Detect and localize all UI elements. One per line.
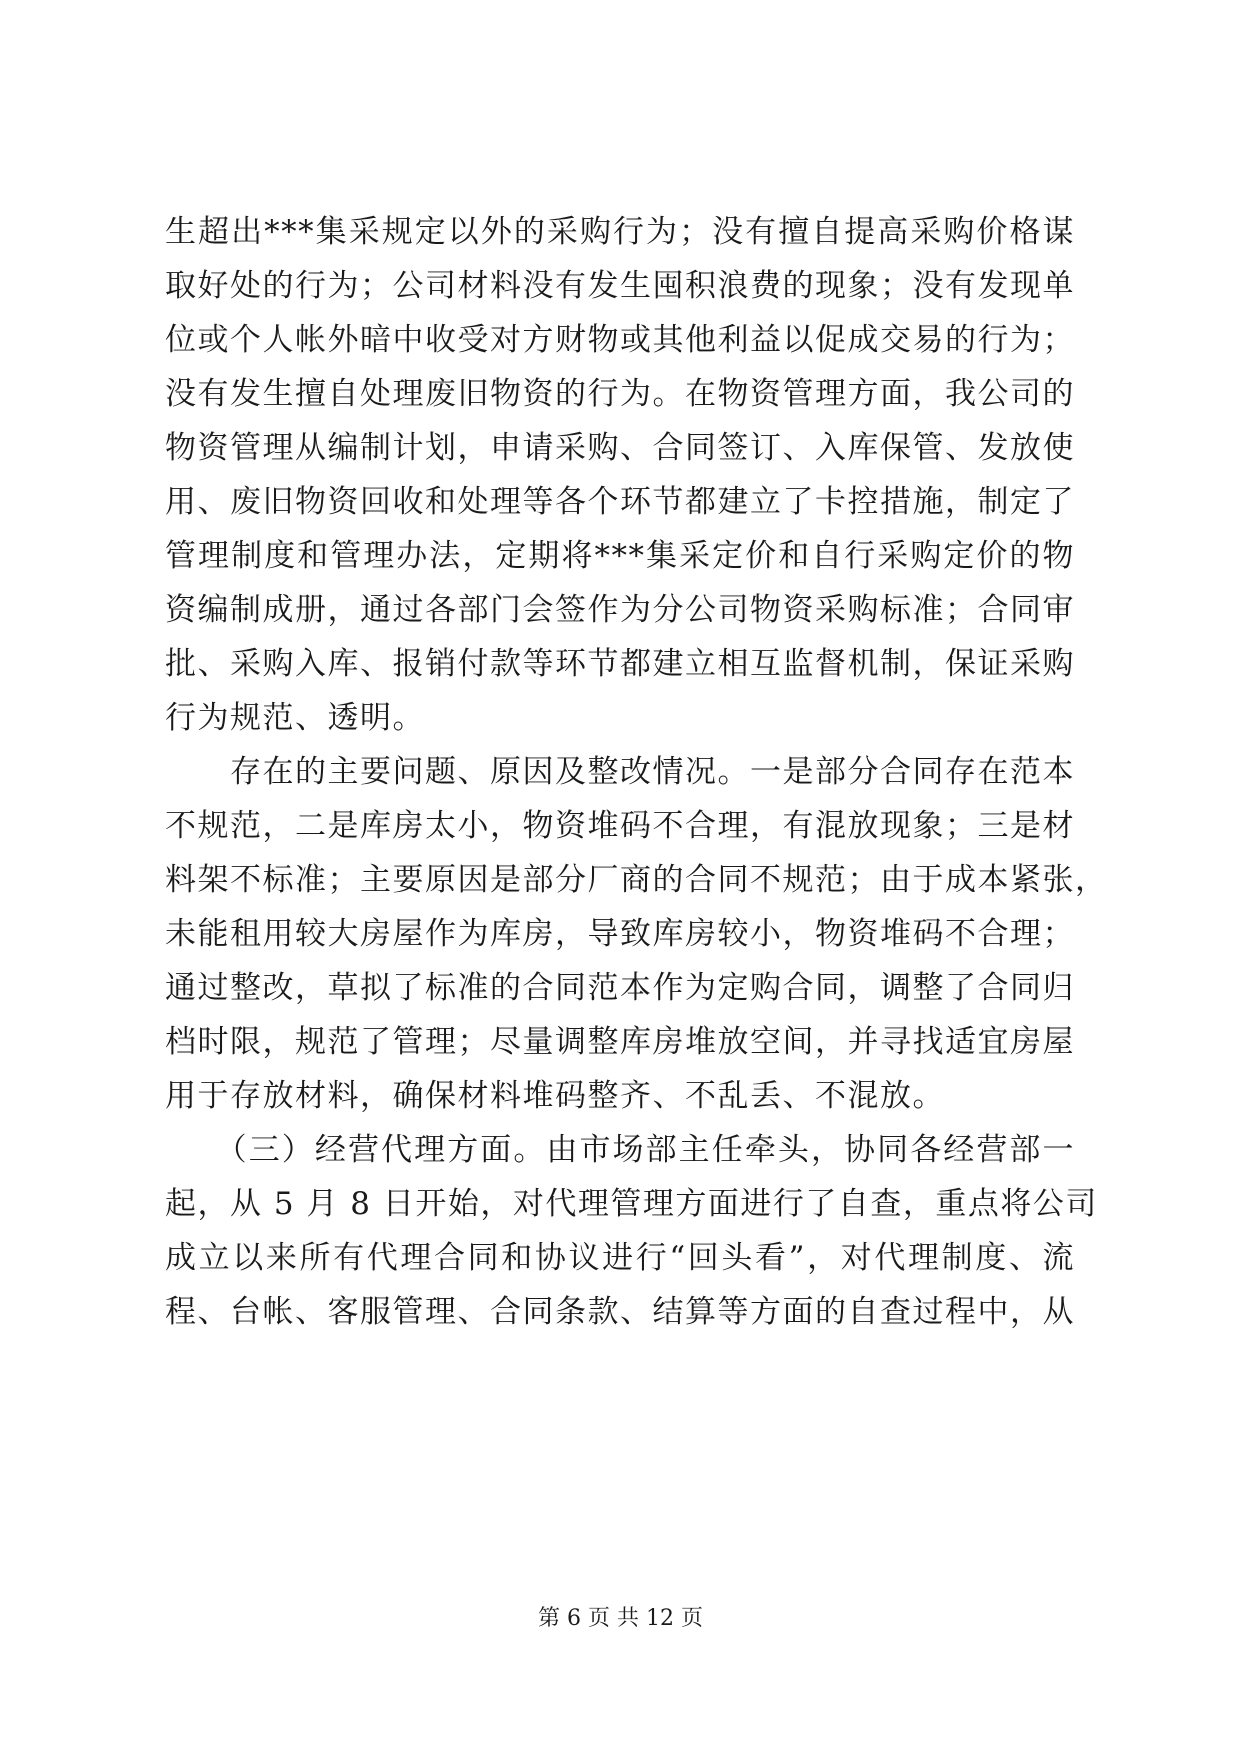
body-text-line: 取好处的行为；公司材料没有发生囤积浪费的现象；没有发现单 (165, 268, 1075, 304)
body-text-line: 物资管理从编制计划，申请采购、合同签订、入库保管、发放使 (165, 430, 1075, 466)
body-text-line: 未能租用较大房屋作为库房，导致库房较小，物资堆码不合理； (165, 916, 1075, 952)
body-text-line: 档时限，规范了管理；尽量调整库房堆放空间，并寻找适宜房屋 (165, 1024, 1075, 1060)
page-number-footer: 第 6 页 共 12 页 (538, 1606, 703, 1631)
body-text-line: 管理制度和管理办法，定期将***集采定价和自行采购定价的物 (165, 538, 1075, 574)
body-text-line: 没有发生擅自处理废旧物资的行为。在物资管理方面，我公司的 (165, 376, 1075, 412)
body-text-line: 程、台帐、客服管理、合同条款、结算等方面的自查过程中，从 (165, 1294, 1075, 1330)
body-text-line: 批、采购入库、报销付款等环节都建立相互监督机制，保证采购 (165, 646, 1075, 682)
body-text-line: 料架不标准；主要原因是部分厂商的合同不规范；由于成本紧张， (165, 862, 1108, 898)
body-text-line: 通过整改，草拟了标准的合同范本作为定购合同，调整了合同归 (165, 970, 1075, 1006)
body-text-line: 成立以来所有代理合同和协议进行“回头看”，对代理制度、流 (165, 1240, 1075, 1276)
body-text-line: 用于存放材料，确保材料堆码整齐、不乱丢、不混放。 (165, 1078, 945, 1114)
body-text-line: 位或个人帐外暗中收受对方财物或其他利益以促成交易的行为； (165, 322, 1075, 358)
body-text-line: 起，从 5 月 8 日开始，对代理管理方面进行了自查，重点将公司 (165, 1186, 1098, 1222)
body-text-line: 生超出***集采规定以外的采购行为；没有擅自提高采购价格谋 (165, 214, 1075, 250)
body-text-line: 不规范，二是库房太小，物资堆码不合理，有混放现象；三是材 (165, 808, 1075, 844)
body-text-line: 行为规范、透明。 (165, 700, 425, 736)
paragraph-start-line: 存在的主要问题、原因及整改情况。一是部分合同存在范本 (165, 754, 1075, 790)
paragraph-start-line: （三）经营代理方面。由市场部主任牵头，协同各经营部一 (165, 1132, 1075, 1168)
body-text-line: 用、废旧物资回收和处理等各个环节都建立了卡控措施，制定了 (165, 484, 1075, 520)
body-text-line: 资编制成册，通过各部门会签作为分公司物资采购标准；合同审 (165, 592, 1075, 628)
